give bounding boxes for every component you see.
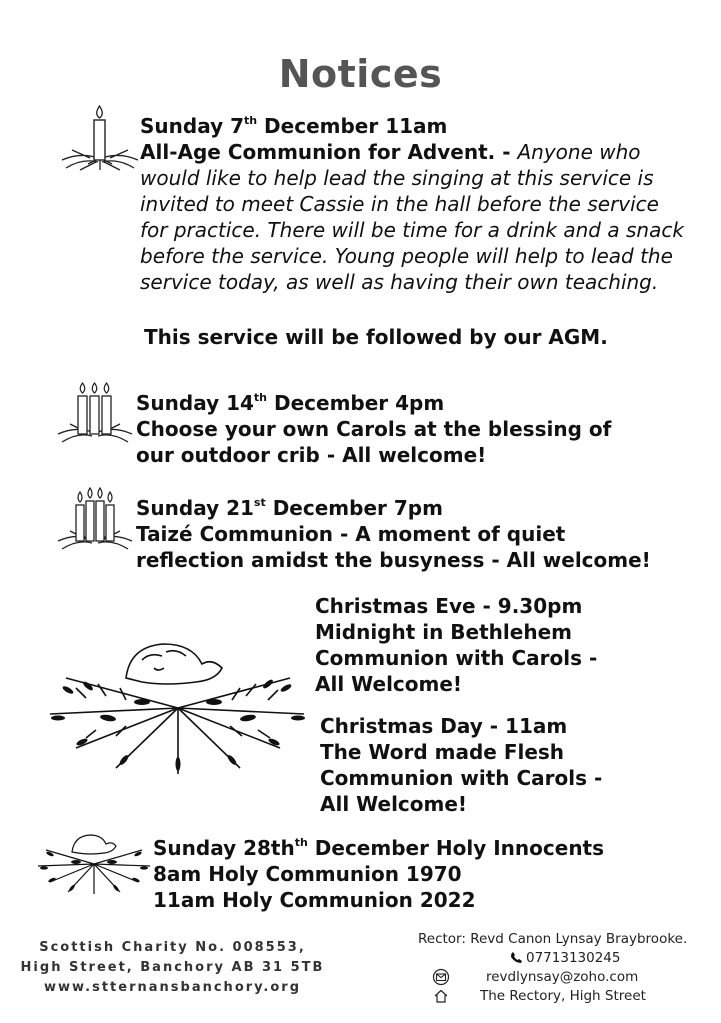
advent-candle-3-icon xyxy=(56,380,134,446)
notice-28-line-3: 11am Holy Communion 2022 xyxy=(153,888,476,912)
charity-number: Scottish Charity No. 008553, xyxy=(39,940,306,955)
date-day: Sunday 7 xyxy=(140,114,244,138)
notice-2-date xyxy=(136,391,444,416)
charity-info xyxy=(20,938,325,998)
notice-1-date xyxy=(140,114,447,139)
notice-3-line-1: Taizé Communion - A moment of quiet xyxy=(136,522,566,546)
date-suffix: st xyxy=(253,496,266,509)
phone-number: 07713130245 xyxy=(526,950,621,966)
nativity-crib-small-icon xyxy=(36,832,152,896)
christmas-day-line-1: Christmas Day - 11am xyxy=(320,714,568,738)
christmas-day-line-2: The Word made Flesh xyxy=(320,740,565,764)
notice-1-body: Anyone who would like to help lead the singing at this service is invited to meet Cassie in the hall before the service for practice. There will be time for a drink and a snack before the service. Young people will help to lead the service today, as well as having their own teaching. xyxy=(140,140,684,294)
advent-candle-4-icon xyxy=(56,485,134,553)
advent-candle-1-icon xyxy=(60,102,140,174)
page-title: Notices xyxy=(278,52,443,96)
date-suffix: th xyxy=(244,114,258,127)
date-time: December 4pm xyxy=(267,391,445,415)
rector-name: Rector: Revd Canon Lynsay Braybrooke. xyxy=(418,931,688,947)
date-event: December Holy Innocents xyxy=(307,836,605,860)
notice-1-agm-note: This service will be followed by our AGM. xyxy=(144,325,608,349)
phone-icon xyxy=(510,951,523,964)
christmas-eve-line-1: Christmas Eve - 9.30pm xyxy=(315,594,583,618)
christmas-eve-line-4: All Welcome! xyxy=(315,672,463,696)
notice-2-line-1: Choose your own Carols at the blessing of xyxy=(136,417,612,441)
email-address[interactable]: revdlynsay@zoho.com xyxy=(486,969,639,985)
date-time: December 7pm xyxy=(265,496,443,520)
website-link[interactable]: www.stternansbanchory.org xyxy=(43,980,302,995)
date-suffix: th xyxy=(294,836,308,849)
nativity-crib-icon xyxy=(46,638,310,778)
date-day: Sunday 14 xyxy=(136,391,254,415)
date-time: December 11am xyxy=(257,114,448,138)
christmas-eve-line-3: Communion with Carols - xyxy=(315,646,598,670)
date-suffix: th xyxy=(253,391,268,404)
home-icon xyxy=(433,988,449,1004)
email-icon xyxy=(432,968,450,986)
church-address: High Street, Banchory AB 31 5TB xyxy=(20,960,325,975)
notice-2-line-2: our outdoor crib - All welcome! xyxy=(136,443,487,467)
notice-28-line-2: 8am Holy Communion 1970 xyxy=(153,862,462,886)
christmas-eve-line-2: Midnight in Bethlehem xyxy=(315,620,572,644)
notice-3-date xyxy=(136,496,443,521)
notice-28-date xyxy=(153,836,604,861)
rectory-address: The Rectory, High Street xyxy=(480,988,646,1004)
date-day: Sunday 28th xyxy=(153,836,295,860)
date-day: Sunday 21 xyxy=(136,496,254,520)
christmas-day-line-3: Communion with Carols - xyxy=(320,766,603,790)
notice-3-line-2: reflection amidst the busyness - All welcome! xyxy=(136,548,651,572)
christmas-day-line-4: All Welcome! xyxy=(320,792,468,816)
notice-1-heading: All-Age Communion for Advent. - xyxy=(140,140,518,164)
notice-1-description xyxy=(140,139,685,295)
phone-row[interactable] xyxy=(510,949,620,968)
